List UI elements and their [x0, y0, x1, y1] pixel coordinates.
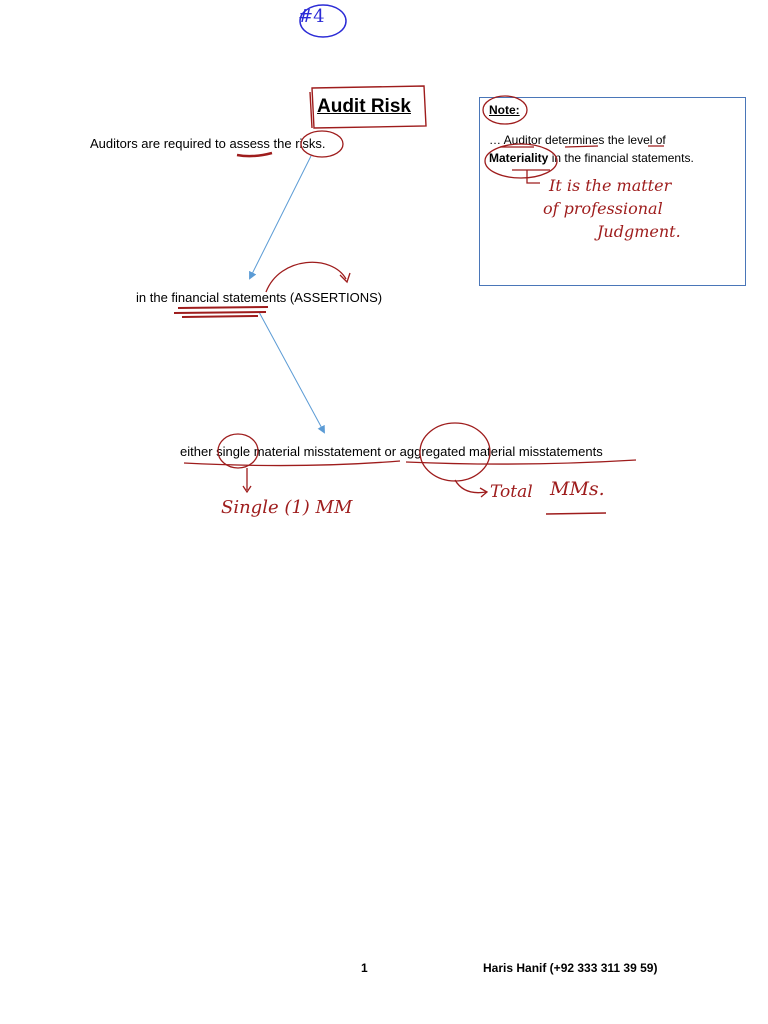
single-arrow-mark: [243, 468, 251, 492]
aggregated-arrow-mark: [455, 480, 487, 497]
note-in-financial-statements: in the financial statements.: [548, 151, 694, 165]
handwritten-single-mm: Single (1) MM: [221, 497, 353, 518]
text-material-misstatements: material misstatements: [465, 444, 603, 459]
assess-underline-mark: [237, 153, 272, 156]
arrow-risks-to-statements: [250, 156, 311, 278]
author-credit: Haris Hanif (+92 333 311 39 59): [483, 961, 658, 975]
misstatement-underline-mark: [184, 461, 400, 466]
handwritten-total: Total: [490, 482, 533, 502]
handwritten-stamp: #4: [298, 6, 325, 27]
misstatements-underline-mark: [406, 460, 636, 464]
handwritten-note-line-1: It is the matter: [549, 176, 672, 195]
handwritten-note-line-2: of professional: [543, 199, 663, 218]
curved-arrow-mark: [266, 262, 350, 292]
note-line-auditor-determines: … Auditor determines the level of: [489, 133, 666, 147]
arrow-statements-to-misstatements: [259, 312, 324, 432]
note-label: Note:: [489, 103, 520, 117]
text-line-financial-statements: in the financial statements (ASSERTIONS): [136, 290, 383, 305]
text-line-misstatements: [180, 444, 603, 460]
text-single: single: [216, 444, 251, 459]
handwritten-mms: MMs.: [550, 478, 605, 500]
handwritten-note-line-3: Judgment.: [597, 222, 681, 241]
financial-statements-underline-mark: [174, 307, 268, 317]
text-material-or: material misstatement or: [250, 444, 400, 459]
page-number: 1: [361, 961, 368, 975]
page-title: Audit Risk: [317, 96, 411, 117]
text-either: either: [180, 444, 217, 459]
mms-underline-mark: [546, 513, 606, 514]
text-line-assess-risks: Auditors are required to assess the risks.: [90, 136, 326, 151]
note-materiality-term: Materiality: [489, 151, 549, 165]
note-line-materiality: [489, 151, 694, 166]
text-aggregated: aggregated: [399, 444, 466, 459]
